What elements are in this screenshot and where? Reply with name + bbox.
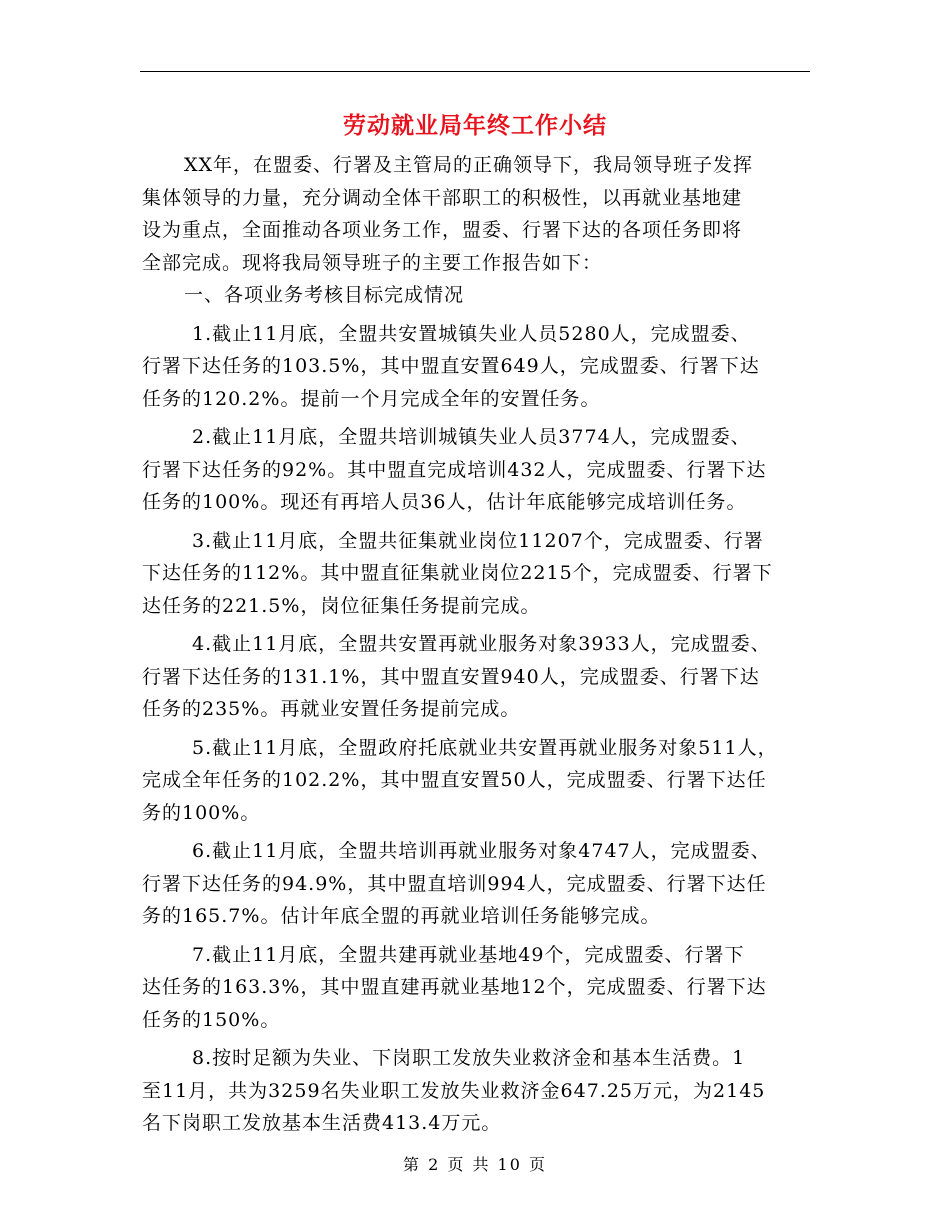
intro-line: XX年，在盟委、行署及主管局的正确领导下，我局领导班子发挥: [184, 154, 754, 176]
intro-line: 设为重点，全面推动各项业务工作，盟委、行署下达的各项任务即将: [142, 219, 743, 241]
item-line: 6.截止11月底，全盟共培训再就业服务对象4747人，完成盟委、: [192, 840, 771, 862]
item-line: 3.截止11月底，全盟共征集就业岗位11207个，完成盟委、行署: [192, 529, 764, 552]
list-item: [142, 421, 810, 519]
item-line: 行署下达任务的103.5%，其中盟直安置649人，完成盟委、行署下达: [142, 355, 760, 377]
item-line: 任务的150%。: [142, 1008, 281, 1031]
header-rule: [140, 71, 810, 72]
item-line: 务的100%。: [142, 801, 261, 824]
list-item: [142, 628, 810, 726]
item-line: 名下岗职工发放基本生活费413.4万元。: [142, 1112, 502, 1134]
document-body: [142, 149, 810, 1140]
item-line: 任务的100%。现还有再培人员36人，估计年底能够完成培训任务。: [142, 491, 747, 513]
item-line: 完成全年任务的102.2%，其中盟直安置50人，完成盟委、行署下达任: [142, 769, 767, 791]
intro-line: 全部完成。现将我局领导班子的主要工作报告如下：: [142, 251, 603, 274]
intro-paragraph: [142, 149, 810, 279]
list-item: [142, 732, 810, 830]
item-line: 务的165.7%。估计年底全盟的再就业培训任务能够完成。: [142, 905, 661, 927]
page-footer: 第 2 页 共 10 页: [403, 1155, 547, 1174]
item-line: 达任务的163.3%，其中盟直建再就业基地12个，完成盟委、行署下达: [142, 976, 767, 998]
list-item: [142, 318, 810, 416]
item-line: 5.截止11月底，全盟政府托底就业共安置再就业服务对象511人，: [192, 736, 778, 759]
list-item: [142, 525, 810, 623]
document-title: 劳动就业局年终工作小结: [343, 113, 607, 139]
item-line: 达任务的221.5%，岗位征集任务提前完成。: [142, 594, 541, 617]
section-heading: 一、各项业务考核目标完成情况: [184, 284, 465, 306]
item-line: 行署下达任务的131.1%，其中盟直安置940人，完成盟委、行署下达: [142, 665, 760, 688]
item-line: 至11月，共为3259名失业职工发放失业救济金647.25万元，为2145: [142, 1079, 766, 1102]
item-line: 7.截止11月底，全盟共建再就业基地49个，完成盟委、行署下: [192, 943, 745, 966]
item-line: 下达任务的112%。其中盟直征集就业岗位2215个，完成盟委、行署下: [142, 562, 773, 584]
list-item: [142, 835, 810, 933]
item-line: 8.按时足额为失业、下岗职工发放失业救济金和基本生活费。1: [192, 1047, 746, 1069]
item-line: 行署下达任务的92%。其中盟直完成培训432人，完成盟委、行署下达: [142, 458, 767, 481]
list-item: [142, 1042, 810, 1140]
list-item: [142, 939, 810, 1037]
item-line: 任务的235%。再就业安置任务提前完成。: [142, 698, 521, 720]
item-line: 1.截止11月底，全盟共安置城镇失业人员5280人，完成盟委、: [192, 322, 751, 345]
item-line: 行署下达任务的94.9%，其中盟直培训994人，完成盟委、行署下达任: [142, 872, 767, 895]
item-line: 4.截止11月底，全盟共安置再就业服务对象3933人，完成盟委、: [192, 633, 771, 655]
item-line: 2.截止11月底，全盟共培训城镇失业人员3774人，完成盟委、: [192, 426, 751, 448]
intro-line: 集体领导的力量，充分调动全体干部职工的积极性，以再就业基地建: [142, 186, 743, 209]
item-line: 任务的120.2%。提前一个月完成全年的安置任务。: [142, 387, 601, 410]
